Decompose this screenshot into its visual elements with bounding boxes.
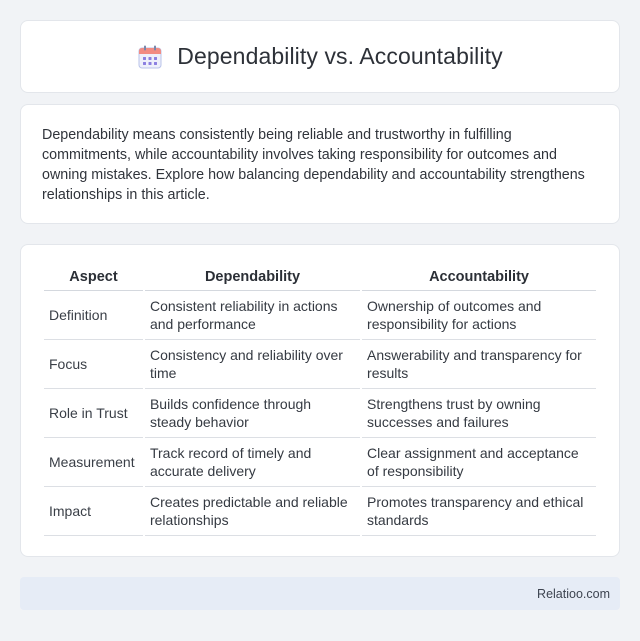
comparison-table-card xyxy=(20,244,620,557)
intro-card xyxy=(20,104,620,224)
accountability-cell: Clear assignment and acceptance of responsibility xyxy=(362,438,596,487)
column-header-aspect: Aspect xyxy=(44,264,143,291)
table-header-row xyxy=(44,264,596,291)
dependability-cell: Consistency and reliability over time xyxy=(145,340,360,389)
table-row xyxy=(44,438,596,487)
footer xyxy=(20,577,620,610)
dependability-cell: Consistent reliability in actions and performance xyxy=(145,291,360,340)
aspect-cell: Focus xyxy=(44,340,143,389)
accountability-cell: Promotes transparency and ethical standards xyxy=(362,487,596,536)
footer-brand-link[interactable]: Relatioo.com xyxy=(537,586,610,601)
aspect-cell: Impact xyxy=(44,487,143,536)
accountability-cell: Answerability and transparency for results xyxy=(362,340,596,389)
table-row xyxy=(44,340,596,389)
column-header-accountability: Accountability xyxy=(362,264,596,291)
aspect-cell: Role in Trust xyxy=(44,389,143,438)
aspect-cell: Measurement xyxy=(44,438,143,487)
page-title: Dependability vs. Accountability xyxy=(177,43,503,69)
calendar-icon xyxy=(137,44,163,70)
table-row xyxy=(44,389,596,438)
intro-text: Dependability means consistently being reliable and trustworthy in fulfilling commitments, while accountability involves taking responsibility for outcomes and owning mistakes. Explore how balancing dependability and accountability strengthens relationships in this article. xyxy=(42,127,585,203)
accountability-cell: Ownership of outcomes and responsibility for actions xyxy=(362,291,596,340)
comparison-table xyxy=(42,264,598,536)
column-header-dependability: Dependability xyxy=(145,264,360,291)
aspect-cell: Definition xyxy=(44,291,143,340)
dependability-cell: Track record of timely and accurate delivery xyxy=(145,438,360,487)
title-card xyxy=(20,20,620,93)
accountability-cell: Strengthens trust by owning successes and failures xyxy=(362,389,596,438)
table-row xyxy=(44,291,596,340)
dependability-cell: Builds confidence through steady behavior xyxy=(145,389,360,438)
dependability-cell: Creates predictable and reliable relationships xyxy=(145,487,360,536)
table-row xyxy=(44,487,596,536)
